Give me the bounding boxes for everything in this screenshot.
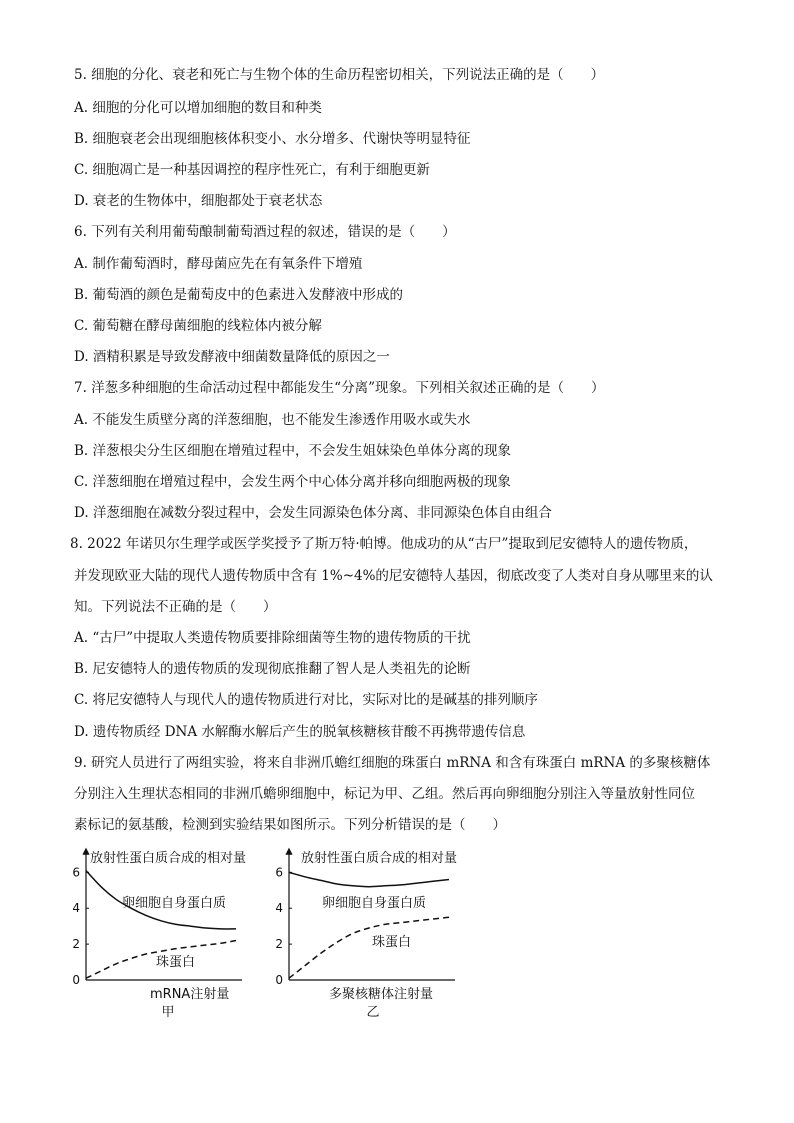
q8-option-b: B. 尼安德特人的遗传物质的发现彻底推翻了智人是人类祖先的论断 — [74, 661, 471, 677]
q5-option-a: A. 细胞的分化可以增加细胞的数目和种类 — [74, 100, 322, 116]
q8-stem-line1: 8. 2022 年诺贝尔生理学或医学奖授予了斯万特·帕博。他成功的从“古尸”提取到尼安德特人的遗传物质， — [70, 536, 698, 552]
y-tick-label: 2 — [275, 937, 283, 952]
chart-panel-jia — [72, 850, 246, 1020]
q7-option-c: C. 洋葱细胞在增殖过程中，会发生两个中心体分离并移向细胞两极的现象 — [74, 474, 511, 490]
q8-option-c: C. 将尼安德特人与现代人的遗传物质进行对比，实际对比的是碱基的排列顺序 — [74, 692, 538, 708]
q8-option-a: A. “古尸”中提取人类遗传物质要排除细菌等生物的遗传物质的干扰 — [74, 630, 471, 646]
q7-option-a: A. 不能发生质壁分离的洋葱细胞，也不能发生渗透作用吸水或失水 — [74, 412, 471, 428]
series-line-egg-protein — [289, 872, 449, 886]
series-label: 卵细胞自身蛋白质 — [322, 896, 427, 911]
q5-option-b: B. 细胞衰老会出现细胞核体积变小、水分增多、代谢快等明显特征 — [74, 131, 471, 147]
q9-stem-line3: 素标记的氨基酸，检测到实验结果如图所示。下列分析错误的是（ ） — [74, 817, 506, 833]
x-axis-label: 多聚核糖体注射量 — [329, 987, 434, 1002]
chart-panel-yi — [275, 850, 457, 1020]
y-tick-label: 4 — [72, 901, 80, 916]
series-label: 珠蛋白 — [372, 935, 412, 950]
y-tick-label: 0 — [275, 973, 283, 987]
y-tick-label: 6 — [275, 865, 283, 880]
q6-option-c: C. 葡萄糖在酵母菌细胞的线粒体内被分解 — [74, 318, 322, 334]
y-axis-label: 放射性蛋白质合成的相对量 — [301, 851, 458, 866]
y-tick-label: 6 — [72, 865, 80, 880]
q7-option-b: B. 洋葱根尖分生区细胞在增殖过程中，不会发生姐妹染色单体分离的现象 — [74, 443, 512, 459]
q9-stem-line1: 9. 研究人员进行了两组实验，将来自非洲爪蟾红细胞的珠蛋白 mRNA 和含有珠蛋白 mRNA 的多聚核糖体 — [74, 755, 711, 771]
series-label: 卵细胞自身蛋白质 — [122, 896, 227, 911]
y-tick-label: 0 — [72, 973, 80, 987]
q7-option-d: D. 洋葱细胞在减数分裂过程中，会发生同源染色体分离、非同源染色体自由组合 — [74, 505, 552, 521]
y-axis-label: 放射性蛋白质合成的相对量 — [90, 851, 247, 866]
q5-option-d: D. 衰老的生物体中，细胞都处于衰老状态 — [74, 193, 323, 209]
x-axis-label: mRNA注射量 — [150, 987, 230, 1002]
y-tick-label: 2 — [72, 937, 80, 952]
series-label: 珠蛋白 — [156, 955, 196, 970]
panel-label: 甲 — [161, 1005, 175, 1020]
q8-stem-line2: 并发现欧亚大陆的现代人遗传物质中含有 1%~4%的尼安德特人基因，彻底改变了人类对自身从哪里来的认 — [74, 568, 713, 584]
q6-option-d: D. 酒精积累是导致发酵液中细菌数量降低的原因之一 — [74, 349, 390, 365]
q9-figure — [0, 840, 794, 1040]
q6-stem: 6. 下列有关利用葡萄酿制葡萄酒过程的叙述，错误的是（ ） — [74, 224, 456, 240]
y-tick-label: 4 — [275, 901, 283, 916]
q8-stem-line3: 知。下列说法不正确的是（ ） — [74, 599, 277, 615]
q5-option-c: C. 细胞凋亡是一种基因调控的程序性死亡，有利于细胞更新 — [74, 162, 430, 178]
q6-option-b: B. 葡萄酒的颜色是葡萄皮中的色素进入发酵液中形成的 — [74, 287, 404, 303]
q8-option-d: D. 遗传物质经 DNA 水解酶水解后产生的脱氧核糖核苷酸不再携带遗传信息 — [74, 724, 526, 740]
series-line-globin — [289, 917, 449, 978]
q6-option-a: A. 制作葡萄酒时，酵母菌应先在有氧条件下增殖 — [74, 256, 363, 272]
q9-stem-line2: 分别注入生理状态相同的非洲爪蟾卵细胞中，标记为甲、乙组。然后再向卵细胞分别注入等量放射性同位 — [74, 786, 695, 802]
q5-stem: 5. 细胞的分化、衰老和死亡与生物个体的生命历程密切相关，下列说法正确的是（ ） — [74, 67, 605, 83]
q7-stem: 7. 洋葱多种细胞的生命活动过程中都能发生“分离”现象。下列相关叙述正确的是（ ） — [74, 380, 605, 396]
panel-label: 乙 — [366, 1005, 380, 1020]
